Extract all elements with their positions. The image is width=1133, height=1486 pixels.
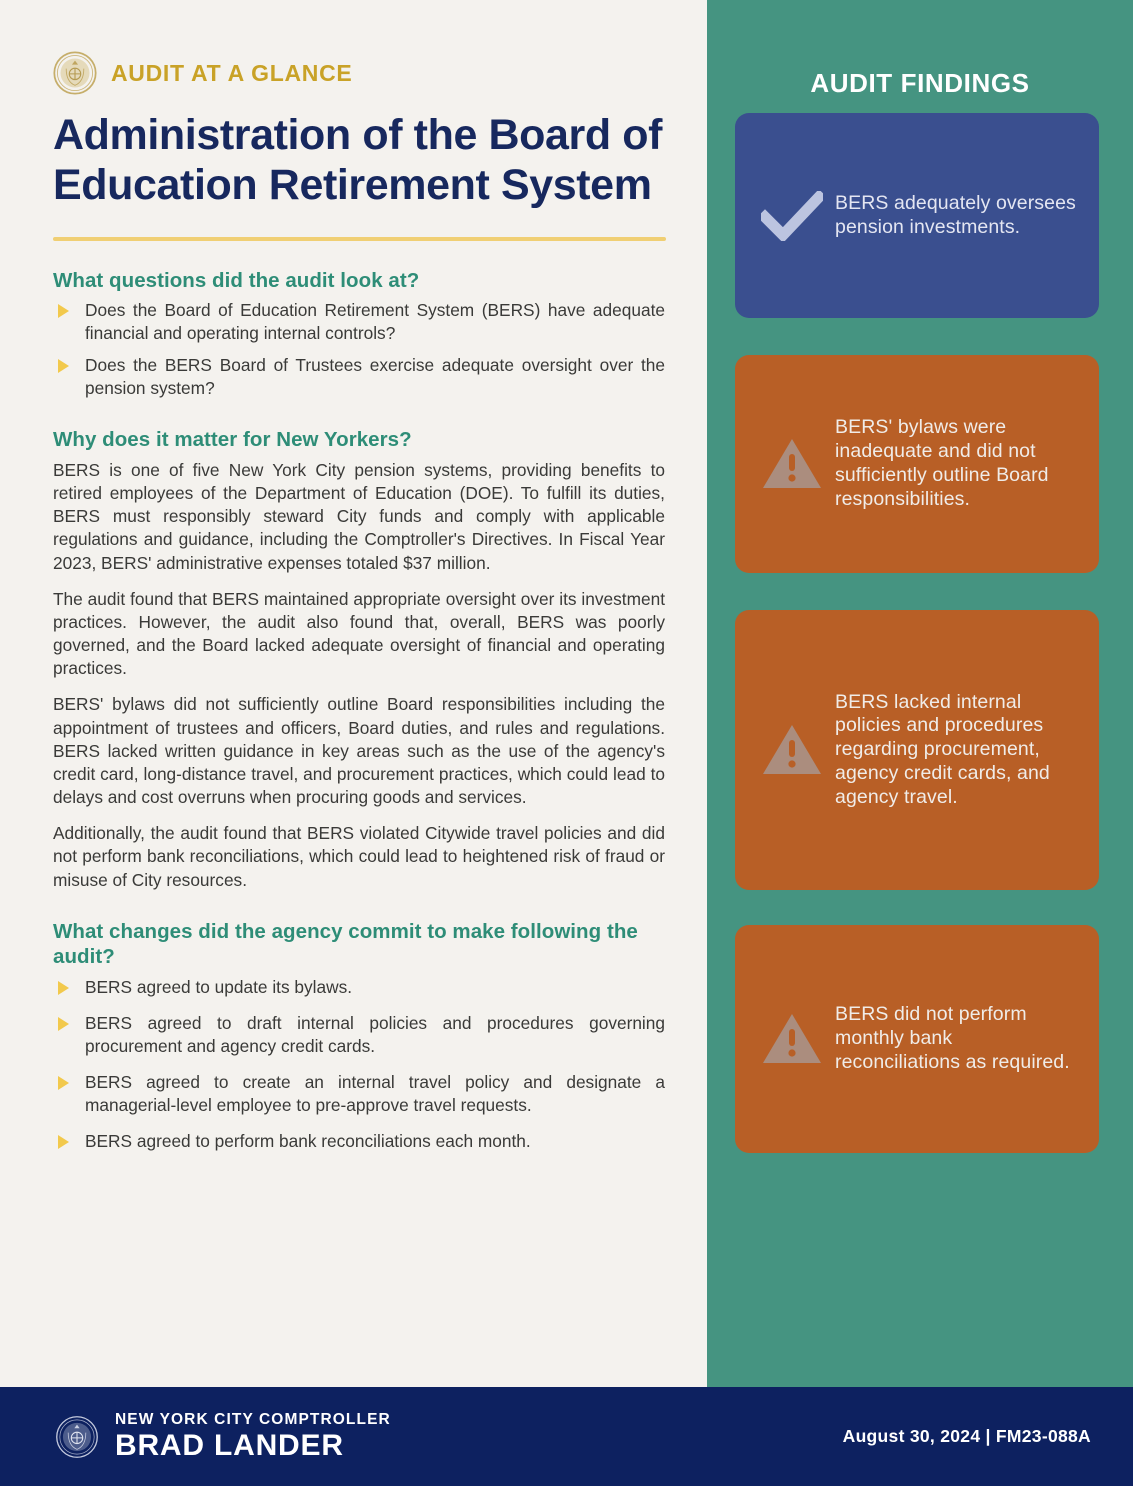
body-paragraph: BERS' bylaws did not sufficiently outline Board responsibilities including the appointment of trustees and officers, Board duties, and rules and regulations. BERS lacked written guidance in key areas such as the use of the agency's credit card, long-distance travel, and procurement practices, which could lead to delays and cost overruns when procuring goods and services. [53, 694, 665, 808]
checkmark-icon [749, 191, 835, 241]
warning-triangle-icon [749, 722, 835, 778]
findings-title: AUDIT FINDINGS [810, 68, 1030, 98]
finding-card-positive [735, 113, 1099, 318]
body-paragraph: BERS is one of five New York City pension systems, providing benefits to retired employees of the Department of Education (DOE). To fulfill its duties, BERS must responsibly steward City funds and comply with applicable regulations and guidance, including the Comptroller's Directives. In Fiscal Year 2023, BERS' administrative expenses totaled $37 million. [53, 459, 665, 573]
nyc-seal-icon [55, 1415, 99, 1459]
body-paragraph: The audit found that BERS maintained appropriate oversight over its investment practices. However, the audit also found that, overall, BERS was poorly governed, and the Board lacked adequate oversight of financial and operating practices. [53, 588, 665, 679]
comptroller-brand [55, 1412, 391, 1461]
list-item [53, 976, 665, 999]
page-footer [0, 1387, 1133, 1486]
footer-date-report-id: August 30, 2024 | FM23-088A [842, 1426, 1091, 1446]
list-item [53, 354, 665, 400]
list-item [53, 299, 665, 345]
triangle-bullet-icon [58, 304, 69, 318]
warning-triangle-icon [749, 436, 835, 492]
section-heading-agency-commitments: What changes did the agency commit to make following the audit? [53, 919, 638, 969]
page-title: Administration of the Board of Education Retirement System [53, 111, 663, 210]
list-item [53, 1130, 665, 1153]
questions-list [53, 299, 665, 400]
audit-findings-panel [707, 0, 1133, 1387]
triangle-bullet-icon [58, 1017, 69, 1031]
finding-text: BERS' bylaws were inadequate and did not sufficiently outline Board responsibilities. [835, 416, 1049, 510]
warning-triangle-icon [749, 1011, 835, 1067]
triangle-bullet-icon [58, 981, 69, 995]
triangle-bullet-icon [58, 359, 69, 373]
finding-card-warning [735, 610, 1099, 890]
body-paragraph: Additionally, the audit found that BERS violated Citywide travel policies and did not perform bank reconciliations, which could lead to heightened risk of fraud or misuse of City resources. [53, 823, 665, 890]
brand-text [115, 1412, 391, 1461]
section-heading-why-it-matters: Why does it matter for New Yorkers? [53, 428, 412, 452]
triangle-bullet-icon [58, 1076, 69, 1090]
list-item-text: Does the Board of Education Retirement System (BERS) have adequate financial and operating internal controls? [85, 300, 665, 344]
finding-card-warning [735, 925, 1099, 1153]
brand-name: BRAD LANDER [115, 1428, 344, 1462]
eyebrow-row [53, 50, 665, 96]
list-item-text: Does the BERS Board of Trustees exercise adequate oversight over the pension system? [85, 355, 665, 399]
eyebrow-label: AUDIT AT A GLANCE [111, 59, 353, 86]
finding-text: BERS did not perform monthly bank reconciliations as required. [835, 1003, 1070, 1073]
list-item-text: BERS agreed to update its bylaws. [85, 977, 353, 998]
gold-divider [53, 237, 666, 241]
brand-org: NEW YORK CITY COMPTROLLER [115, 1411, 391, 1429]
nyc-seal-icon [53, 51, 97, 95]
triangle-bullet-icon [58, 1135, 69, 1149]
section-heading-questions: What questions did the audit look at? [53, 268, 420, 292]
list-item-text: BERS agreed to create an internal travel policy and designate a managerial-level employee to pre-approve travel requests. [85, 1072, 665, 1116]
list-item [53, 1071, 665, 1117]
finding-text: BERS lacked internal policies and procedures regarding procurement, agency credit cards, and agency travel. [835, 690, 1050, 808]
list-item-text: BERS agreed to perform bank reconciliations each month. [85, 1131, 531, 1152]
commitments-list [53, 976, 665, 1153]
finding-card-warning [735, 355, 1099, 573]
list-item-text: BERS agreed to draft internal policies and procedures governing procurement and agency credit cards. [85, 1013, 665, 1057]
finding-text: BERS adequately oversees pension investments. [835, 191, 1076, 238]
list-item [53, 1012, 665, 1058]
